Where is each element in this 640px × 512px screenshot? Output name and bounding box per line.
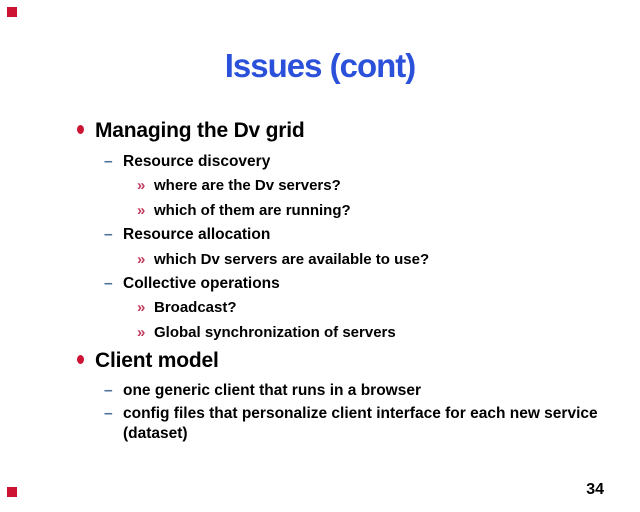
bullet-text: which of them are running? [154,202,351,219]
bullet-dot-icon [77,125,84,134]
red-square-marker-top-left [7,7,17,17]
page-number: 34 [586,481,604,498]
red-square-marker-bottom-left [7,487,17,497]
dash-icon: – [104,275,113,292]
slide-title: Issues (cont) [224,47,416,84]
dash-icon: – [104,153,113,170]
bullet-text: Client model [95,349,219,372]
bullet-text: Resource discovery [123,153,271,170]
chevron-right-icon: » [137,177,146,194]
chevron-right-icon: » [137,299,146,316]
bullet-text: Broadcast? [154,299,237,316]
chevron-right-icon: » [137,324,146,341]
bullet-text: Collective operations [123,275,280,292]
bullet-text: which Dv servers are available to use? [154,251,430,268]
dash-icon: – [104,382,113,399]
chevron-right-icon: » [137,251,146,268]
bullet-dot-icon [77,355,84,364]
dash-icon: – [104,405,113,422]
bullet-text: Resource allocation [123,226,271,243]
bullet-text: Managing the Dv grid [95,119,305,142]
chevron-right-icon: » [137,202,146,219]
bullet-text: where are the Dv servers? [154,177,341,194]
bullet-text: Global synchronization of servers [154,324,396,341]
dash-icon: – [104,226,113,243]
bullet-text: config files that personalize client interface for each new service (dataset) [123,405,598,442]
bullet-text: one generic client that runs in a browser [123,382,422,399]
